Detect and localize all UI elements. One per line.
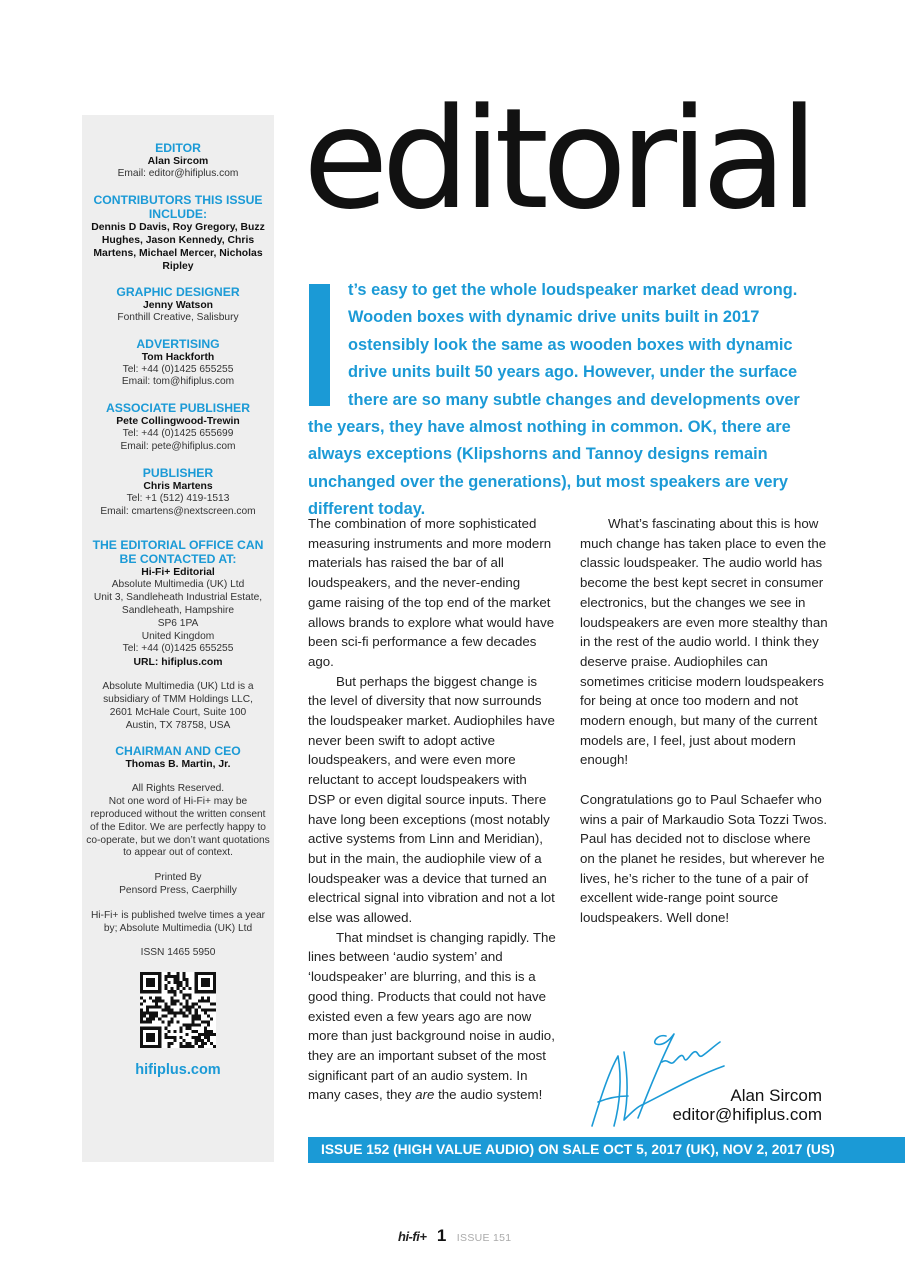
paragraph: But perhaps the biggest change is the level of diversity that now surrounds the loudspeaker market. Audiophiles have never been swift to adopt active loudspeakers, and were even more reluctant to accept loudspeakers with DSP or even digital source inputs. There have long been exceptions (most notably active systems from Linn and Meridian), but in the main, the audiophile view of a loudspeaker was a device that turned an electrical signal into vibration and not a lot else was allowed. xyxy=(308,673,555,926)
office-heading: THE EDITORIAL OFFICE CAN BE CONTACTED AT: xyxy=(92,538,264,567)
subsidiary-note: Absolute Multimedia (UK) Ltd is a subsidiary of TMM Holdings LLC, 2601 McHale Court, Suite 100 Austin, TX 78758, USA xyxy=(102,681,254,731)
chairman-block xyxy=(82,744,274,771)
paragraph: The combination of more sophisticated measuring instruments and more modern materials has raised the bar of all loudspeakers, and the never-ending game raising of the top end of the market allows brands to explore what would have been sci-fi performance a few decades ago. xyxy=(308,516,555,669)
editor-email: Email: editor@hifiplus.com xyxy=(117,168,239,179)
advertising-heading: ADVERTISING xyxy=(136,336,220,351)
qr-code[interactable] xyxy=(140,972,216,1048)
issue-banner: ISSUE 152 (HIGH VALUE AUDIO) ON SALE OCT 5, 2017 (UK), NOV 2, 2017 (US) xyxy=(308,1137,905,1163)
contributors-block xyxy=(82,193,274,273)
advertising-email: Email: tom@hifiplus.com xyxy=(121,376,235,388)
office-line: Unit 3, Sandleheath Industrial Estate, xyxy=(93,592,263,604)
rights-block xyxy=(82,783,274,860)
signoff-email[interactable]: editor@hifiplus.com xyxy=(672,1105,822,1124)
publisher-tel: Tel: +1 (512) 419-1513 xyxy=(126,492,230,504)
advertising-block xyxy=(82,337,274,390)
chairman-heading: CHAIRMAN AND CEO xyxy=(115,744,241,759)
subsidiary-block xyxy=(82,681,274,732)
editor-block xyxy=(82,141,274,181)
office-name: Hi-Fi+ Editorial xyxy=(141,567,215,579)
advertising-name: Tom Hackforth xyxy=(141,351,215,363)
rights-note: Not one word of Hi-Fi+ may be reproduced without the written consent of the Editor. We are perfectly happy to co-operate, but we don’t want quotations to appear out of context. xyxy=(86,796,270,859)
publishing-note: Hi-Fi+ is published twelve times a year by; Absolute Multimedia (UK) Ltd xyxy=(90,909,266,934)
editor-heading: EDITOR xyxy=(155,141,201,155)
hifiplus-logo: hi-fi+ xyxy=(398,1229,427,1244)
page-footer xyxy=(398,1226,511,1244)
body-column-2 xyxy=(580,514,828,928)
printer-name: Pensord Press, Caerphilly xyxy=(119,884,237,896)
office-url[interactable]: URL: hifiplus.com xyxy=(133,657,223,669)
office-line: Tel: +44 (0)1425 655255 xyxy=(122,643,234,655)
issn: ISSN 1465 5950 xyxy=(140,947,216,959)
body-column-1 xyxy=(308,514,556,1105)
editor-name: Alan Sircom xyxy=(147,156,209,167)
designer-heading: GRAPHIC DESIGNER xyxy=(116,284,240,299)
chairman-name: Thomas B. Martin, Jr. xyxy=(125,759,231,771)
associate-publisher-email: Email: pete@hifiplus.com xyxy=(120,440,236,452)
publisher-block xyxy=(82,466,274,519)
rights-heading: All Rights Reserved. xyxy=(131,783,225,795)
page-title: editorial xyxy=(303,78,812,240)
contributors-list: Dennis D Davis, Roy Gregory, Buzz Hughes, Jason Kennedy, Chris Martens, Michael Mercer, Nicholas Ripley xyxy=(91,221,265,272)
issn-block xyxy=(82,947,274,960)
office-block xyxy=(82,538,274,669)
paragraph-last xyxy=(308,928,556,1105)
advertising-tel: Tel: +44 (0)1425 655255 xyxy=(122,363,234,375)
paragraph-tail: the audio system! xyxy=(434,1087,543,1103)
associate-publisher-name: Pete Collingwood-Trewin xyxy=(116,416,240,428)
emphasis: are xyxy=(415,1087,435,1103)
website-link[interactable]: hifiplus.com xyxy=(135,1062,221,1079)
signoff-name: Alan Sircom xyxy=(730,1086,822,1105)
contributors-heading: CONTRIBUTORS THIS ISSUE INCLUDE: xyxy=(93,192,263,221)
publisher-heading: PUBLISHER xyxy=(142,465,214,480)
masthead-sidebar xyxy=(82,115,274,1162)
associate-publisher-block xyxy=(82,401,274,454)
paragraph: Congratulations go to Paul Schaefer who wins a pair of Markaudio Sota Tozzi Twos. Paul has decided not to disclose where on the planet he resides, but wherever he lives, he’s richer to the tune of a pair of excellent wide-range point source loudspeakers. Well done! xyxy=(580,791,828,926)
printer-block xyxy=(82,872,274,898)
publisher-name: Chris Martens xyxy=(143,480,213,492)
associate-publisher-heading: ASSOCIATE PUBLISHER xyxy=(105,401,250,416)
paragraph: What’s fascinating about this is how much change has taken place to even the classic loudspeaker. The audio world has become the best kept secret in consumer electronics, but the changes we see in loudspeakers are even more stealthy than in the rest of the audio world. I think they deserve praise. Audiophiles can sometimes criticise modern loudspeakers for being at once too modern and not modern enough, but many of the current models are, I feel, just about modern enough! xyxy=(580,516,828,768)
associate-publisher-tel: Tel: +44 (0)1425 655699 xyxy=(122,428,234,440)
publishing-block xyxy=(82,910,274,936)
page-number: 1 xyxy=(436,1226,447,1245)
office-line: United Kingdom xyxy=(141,630,215,642)
issue-label: ISSUE 151 xyxy=(456,1232,512,1244)
designer-block xyxy=(82,285,274,325)
office-line: Sandleheath, Hampshire xyxy=(121,604,235,616)
printed-label: Printed By xyxy=(154,872,202,884)
office-line: SP6 1PA xyxy=(157,617,199,629)
office-line: Absolute Multimedia (UK) Ltd xyxy=(111,579,245,591)
standfirst: t’s easy to get the whole loudspeaker market dead wrong. Wooden boxes with dynamic drive units built in 2017 ostensibly look the same as wooden boxes with dynamic drive units built 50 years ago. However, under the surface there are so many subtle changes and developments over the years, they have almost nothing in common. OK, there are always exceptions (Klipshorns and Tannoy designs remain unchanged over the generations), but most speakers are very different today. xyxy=(308,281,800,519)
publisher-email: Email: cmartens@nextscreen.com xyxy=(100,505,256,517)
designer-company: Fonthill Creative, Salisbury xyxy=(117,311,239,323)
designer-name: Jenny Watson xyxy=(142,299,214,311)
paragraph-text: That mindset is changing rapidly. The lines between ‘audio system’ and ‘loudspeaker’ are blurring, and this is a good thing. Products that could not have existed even a few years ago are now more than just background noise in audio, they are an important subset of the most significant part of an audio system. In many cases, they xyxy=(308,929,556,1103)
